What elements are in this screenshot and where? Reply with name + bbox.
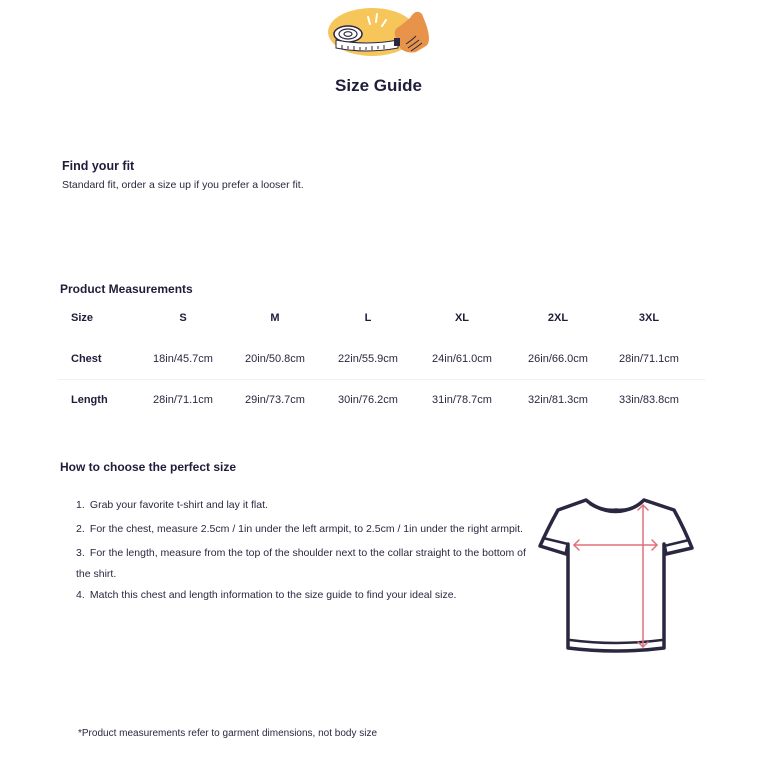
row-label-length: Length: [71, 394, 108, 406]
measurements-heading: Product Measurements: [60, 282, 193, 296]
column-header-size: Size: [71, 312, 94, 324]
table-cell: 28in/71.1cm: [153, 394, 213, 406]
fit-heading: Find your fit: [62, 159, 135, 173]
footnote: *Product measurements refer to garment dimensions, not body size: [78, 728, 378, 739]
column-header-3xl: 3XL: [638, 312, 660, 324]
table-cell: 22in/55.9cm: [338, 353, 398, 365]
table-cell: 28in/71.1cm: [619, 353, 679, 365]
table-cell: 26in/66.0cm: [528, 353, 588, 365]
column-header-m: M: [270, 312, 280, 324]
step-text: For the length, measure from the top of the shoulder next to the collar straight to the bottom of the shirt.: [76, 547, 526, 580]
howto-heading: How to choose the perfect size: [60, 460, 237, 474]
table-cell: 29in/73.7cm: [245, 394, 305, 406]
row-label-chest: Chest: [71, 353, 102, 365]
fit-description: Standard fit, order a size up if you prefer a looser fit.: [62, 179, 304, 191]
table-cell: 32in/81.3cm: [528, 394, 588, 406]
column-header-l: L: [364, 312, 372, 324]
step-number: 1.: [76, 499, 85, 511]
step-text: Grab your favorite t-shirt and lay it flat.: [89, 499, 268, 511]
column-header-s: S: [179, 312, 187, 324]
table-cell: 31in/78.7cm: [432, 394, 492, 406]
step-number: 4.: [76, 589, 85, 601]
step-number: 3.: [76, 547, 85, 559]
step-text: Match this chest and length information to the size guide to find your ideal size.: [89, 589, 457, 601]
list-item: [76, 519, 531, 540]
column-header-xl: XL: [454, 312, 470, 324]
measuring-tape-hand-icon: [326, 2, 434, 58]
tshirt-measurement-icon: [534, 488, 698, 660]
table-cell: 33in/83.8cm: [619, 394, 679, 406]
page-title: Size Guide: [335, 76, 422, 95]
table-cell: 20in/50.8cm: [245, 353, 305, 365]
column-header-2xl: 2XL: [547, 312, 569, 324]
list-item: [76, 585, 531, 606]
list-item: [76, 543, 531, 585]
step-text: For the chest, measure 2.5cm / 1in under the left armpit, to 2.5cm / 1in under the right armpit.: [89, 523, 523, 535]
row-divider: [58, 379, 705, 380]
table-cell: 30in/76.2cm: [338, 394, 398, 406]
table-cell: 18in/45.7cm: [153, 353, 213, 365]
step-number: 2.: [76, 523, 85, 535]
table-cell: 24in/61.0cm: [432, 353, 492, 365]
list-item: [76, 495, 531, 516]
